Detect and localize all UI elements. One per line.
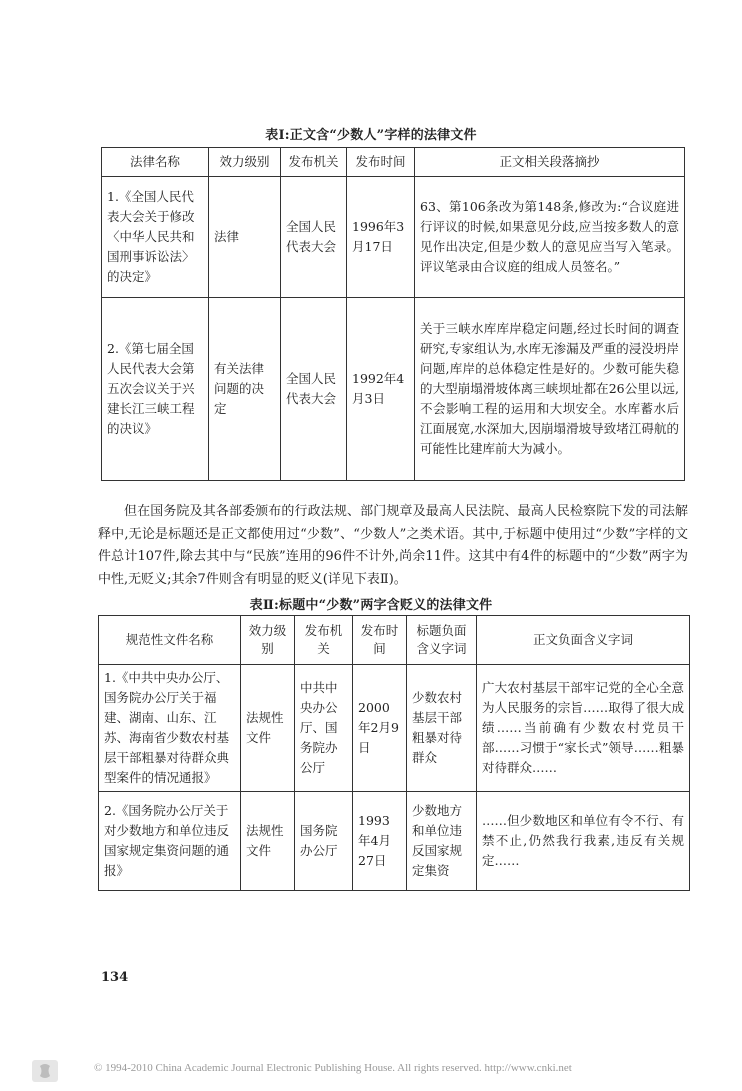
table2-header-cell: 发布时间 [353,616,407,665]
table-cell: ……但少数地区和单位有令不行、有禁不止,仍然我行我素,违反有关规定…… [477,792,690,891]
table1-caption: 表Ⅰ:正文含“少数人”字样的法律文件 [265,128,477,143]
table-cell: 全国人民代表大会 [281,177,347,298]
table1 [101,147,685,481]
table-cell: 法规性文件 [241,665,295,792]
table-cell: 有关法律问题的决定 [209,298,281,481]
table-cell: 1.《中共中央办公厅、国务院办公厅关于福建、湖南、山东、江苏、海南省少数农村基层干部粗暴对待群众典型案件的情况通报》 [99,665,241,792]
table2-caption: 表Ⅱ:标题中“少数”两字含贬义的法律文件 [249,598,493,613]
table2-header-cell: 规范性文件名称 [99,616,241,665]
footer [0,1054,742,1091]
table1-header-row [102,148,685,177]
table2-header-cell: 发布机关 [295,616,353,665]
table-row [102,177,685,298]
table1-header-cell: 发布时间 [347,148,415,177]
table-cell: 1996年3月17日 [347,177,415,298]
table-cell: 广大农村基层干部牢记党的全心全意为人民服务的宗旨……取得了很大成绩……当前确有少数农村党员干部……习惯于“家长式”领导……粗暴对待群众…… [477,665,690,792]
table-cell: 关于三峡水库库岸稳定问题,经过长时间的调查研究,专家组认为,水库无渗漏及严重的浸没坍岸问题,库岸的总体稳定性是好的。少数可能失稳的大型崩塌滑坡体离三峡坝址都在26公里以远,不会影响工程的运用和大坝安全。水库蓄水后江面展宽,水深加大,因崩塌滑坡导致堵江碍航的可能性比建库前大为减小。 [415,298,685,481]
table-cell: 中共中央办公厅、国务院办公厅 [295,665,353,792]
table-cell: 1993年4月27日 [353,792,407,891]
table-cell: 1.《全国人民代表大会关于修改〈中华人民共和国刑事诉讼法〉的决定》 [102,177,209,298]
body-paragraph [98,501,688,591]
table-cell: 2.《国务院办公厅关于对少数地方和单位违反国家规定集资问题的通报》 [99,792,241,891]
table-cell: 63、第106条改为第148条,修改为:“合议庭进行评议的时候,如果意见分歧,应当按多数人的意见作出决定,但是少数人的意见应当写入笔录。评议笔录由合议庭的组成人员签名。” [415,177,685,298]
copyright-text: © 1994-2010 China Academic Journal Electronic Publishing House. All rights reserved. http://www.cnki.net [94,1062,572,1074]
table-cell: 1992年4月3日 [347,298,415,481]
table-cell: 少数地方和单位违反国家规定集资 [407,792,477,891]
table2-header-cell: 效力级别 [241,616,295,665]
paragraph-text: 但在国务院及其各部委颁布的行政法规、部门规章及最高人民法院、最高人民检察院下发的司法解释中,无论是标题还是正文都使用过“少数”、“少数人”之类术语。其中,于标题中使用过“少数”字样的文件总计107件,除去其中与“民族”连用的96件不计外,尚余11件。这其中有4件的标题中的“少数”两字为中性,无贬义;其余7件则含有明显的贬义(详见下表Ⅱ)。 [98,504,688,587]
table-row [99,665,690,792]
cnki-logo-icon [30,1056,60,1086]
table-cell: 法律 [209,177,281,298]
table1-header-cell: 正文相关段落摘抄 [415,148,685,177]
table1-header-cell: 法律名称 [102,148,209,177]
table1-header-cell: 发布机关 [281,148,347,177]
table1-header-cell: 效力级别 [209,148,281,177]
page-number: 134 [101,970,129,985]
table-row [102,298,685,481]
table-cell: 2.《第七届全国人民代表大会第五次会议关于兴建长江三峡工程的决议》 [102,298,209,481]
table-cell: 法规性文件 [241,792,295,891]
table-cell: 国务院办公厅 [295,792,353,891]
table2-header-row [99,616,690,665]
table2-header-cell: 标题负面含义字词 [407,616,477,665]
table-cell: 全国人民代表大会 [281,298,347,481]
table-cell: 2000年2月9日 [353,665,407,792]
table-cell: 少数农村基层干部粗暴对待群众 [407,665,477,792]
table2-header-cell: 正文负面含义字词 [477,616,690,665]
table-row [99,792,690,891]
table2 [98,615,690,891]
